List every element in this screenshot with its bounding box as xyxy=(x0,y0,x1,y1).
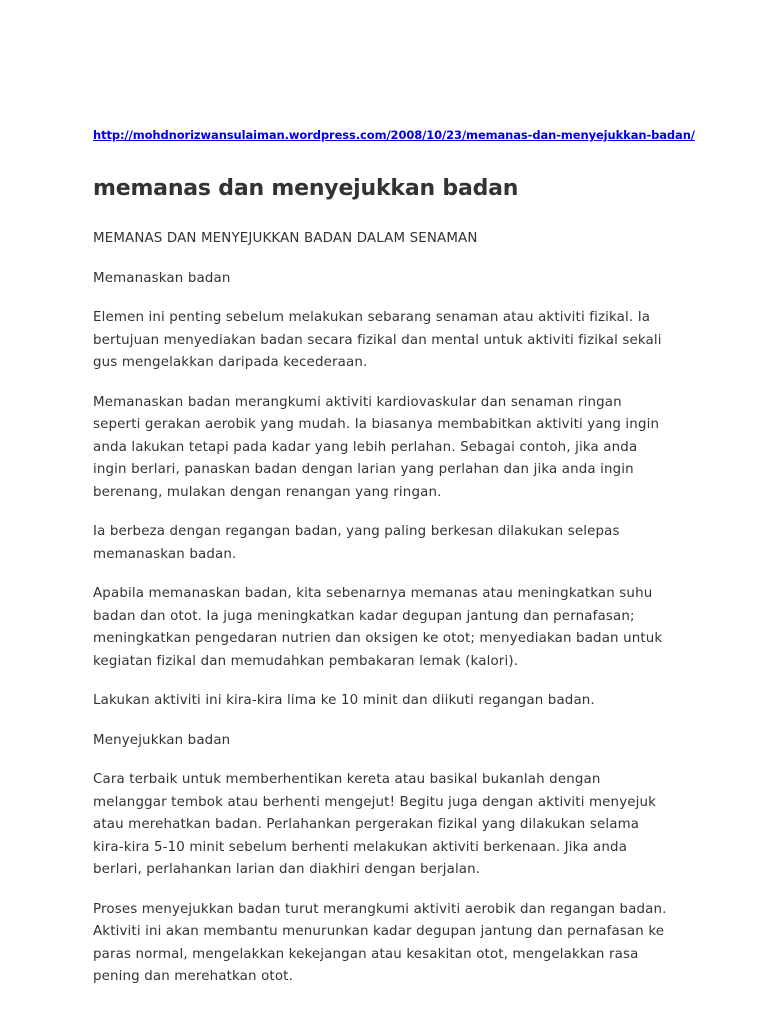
subheading-cooldown: Menyejukkan badan xyxy=(93,732,231,748)
paragraph: Memanaskan badan merangkumi aktiviti kardiovaskular dan senaman ringan seperti gerakan aerobik yang mudah. Ia biasanya membabitkan aktiviti yang ingin anda lakukan tetapi pada kadar yang lebih perlahan. Sebagai contoh, jika anda ingin berlari, panaskan badan dengan larian yang perlahan dan jika anda ingin berenang, mulakan dengan renangan yang ringan. xyxy=(93,394,660,500)
paragraph: Cara terbaik untuk memberhentikan kereta atau basikal bukanlah dengan melanggar tembok atau berhenti mengejut! Begitu juga dengan aktiviti menyejuk atau merehatkan badan. Perlahankan pergerakan fizikal yang dilakukan selama kira-kira 5-10 minit sebelum berhenti melakukan aktiviti berkenaan. Jika anda berlari, perlahankan larian dan diakhiri dengan berjalan. xyxy=(93,772,657,877)
source-url-link[interactable]: http://mohdnorizwansulaiman.wordpress.com/2008/10/23/memanas-dan-menyejukkan-badan/ xyxy=(93,128,695,142)
post-title: memanas dan menyejukkan badan xyxy=(93,176,519,201)
paragraph: Lakukan aktiviti ini kira-kira lima ke 10 minit dan diikuti regangan badan. xyxy=(93,693,595,708)
paragraph: Apabila memanaskan badan, kita sebenarnya memanas atau meningkatkan suhu badan dan otot. Ia juga meningkatkan kadar degupan jantung dan pernafasan; meningkatkan pengedaran nutrien dan oksigen ke otot; menyediakan badan untuk kegiatan fizikal dan memudahkan pembakaran lemak (kalori). xyxy=(93,586,663,669)
paragraph: Ia berbeza dengan regangan badan, yang paling berkesan dilakukan selepas memanaskan badan. xyxy=(93,524,620,562)
paragraph: Proses menyejukkan badan turut merangkumi aktiviti aerobik dan regangan badan. Aktiviti ini akan membantu menurunkan kadar degupan jantung dan pernafasan ke paras normal, mengelakkan kekejangan atau kesakitan otot, mengelakkan rasa pening dan merehatkan otot. xyxy=(93,901,667,984)
subheading-warmup: Memanaskan badan xyxy=(93,270,231,286)
paragraph: Elemen ini penting sebelum melakukan sebarang senaman atau aktiviti fizikal. Ia bertujuan menyediakan badan secara fizikal dan mental untuk aktiviti fizikal sekali gus mengelakkan daripada kecederaan. xyxy=(93,310,662,370)
paragraph-heading: MEMANAS DAN MENYEJUKKAN BADAN DALAM SENAMAN xyxy=(93,231,478,246)
post-body xyxy=(93,228,673,1006)
